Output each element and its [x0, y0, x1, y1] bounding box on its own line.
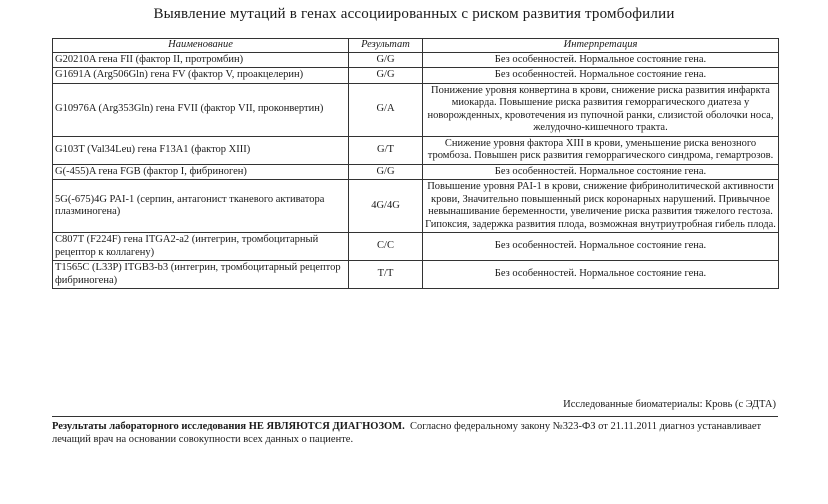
gene-result: G/G	[349, 52, 423, 68]
table-row	[53, 136, 779, 164]
table-row	[53, 261, 779, 289]
gene-result: G/T	[349, 136, 423, 164]
gene-name: 5G(-675)4G PAI-1 (серпин, антагонист тканевого активатора плазминогена)	[53, 180, 349, 233]
header-result: Результат	[349, 39, 423, 53]
gene-interpretation: Без особенностей. Нормальное состояние гена.	[423, 233, 779, 261]
gene-result: 4G/4G	[349, 180, 423, 233]
gene-result: C/C	[349, 233, 423, 261]
gene-result: T/T	[349, 261, 423, 289]
gene-name: T1565C (L33P) ITGB3-b3 (интегрин, тромбоцитарный рецептор фибриногена)	[53, 261, 349, 289]
table-row	[53, 83, 779, 136]
disclaimer-text: Согласно федеральному закону №323-ФЗ от 21.11.2011 диагноз устанавливает лечащий врач на основании совокупности всех данных о пациенте.	[52, 421, 762, 445]
table-row	[53, 180, 779, 233]
gene-interpretation: Снижение уровня фактора XIII в крови, уменьшение риска венозного тромбоза. Повышен риск развития геморрагического синдрома, гемартрозов.	[423, 136, 779, 164]
table-row	[53, 52, 779, 68]
table-row	[53, 68, 779, 84]
gene-name: C807T (F224F) гена ITGA2-a2 (интегрин, тромбоцитарный рецептор к коллагену)	[53, 233, 349, 261]
gene-interpretation: Без особенностей. Нормальное состояние гена.	[423, 164, 779, 180]
gene-interpretation: Без особенностей. Нормальное состояние гена.	[423, 68, 779, 84]
gene-result: G/A	[349, 83, 423, 136]
disclaimer-bold: Результаты лабораторного исследования НЕ ЯВЛЯЮТСЯ ДИАГНОЗОМ.	[52, 421, 405, 432]
page-title: Выявление мутаций в генах ассоциированных с риском развития тромбофилии	[153, 6, 675, 22]
gene-result: G/G	[349, 164, 423, 180]
gene-name: G1691A (Arg506Gln) гена FV (фактор V, проакцелерин)	[53, 68, 349, 84]
gene-interpretation: Повышение уровня PAI-1 в крови, снижение фибринолитической активности крови, Значительно повышенный риск коронарных нарушений. Привычное невынашивание беременности, увеличение риска развития тяжелого гестоза. Гипоксия, задержка развития плода, возможная внутриутробная гибель плода.	[423, 180, 779, 233]
header-interpretation: Интерпретация	[423, 39, 779, 53]
gene-interpretation: Без особенностей. Нормальное состояние гена.	[423, 261, 779, 289]
gene-interpretation: Без особенностей. Нормальное состояние гена.	[423, 52, 779, 68]
gene-name: G20210A гена FII (фактор II, протромбин)	[53, 52, 349, 68]
table-header-row	[53, 39, 779, 53]
divider	[52, 416, 778, 417]
header-name: Наименование	[53, 39, 349, 53]
gene-name: G103T (Val34Leu) гена F13A1 (фактор XIII)	[53, 136, 349, 164]
gene-result: G/G	[349, 68, 423, 84]
table-row	[53, 233, 779, 261]
disclaimer	[52, 420, 778, 446]
results-table	[52, 38, 779, 289]
gene-name: G(-455)A гена FGB (фактор I, фибриноген)	[53, 164, 349, 180]
biomaterial-note: Исследованные биоматериалы: Кровь (с ЭДТА)	[563, 399, 776, 410]
table-row	[53, 164, 779, 180]
gene-interpretation: Понижение уровня конвертина в крови, снижение риска развития инфаркта миокарда. Повышение риска развития геморрагического диатеза у новорожденных, кровотечения из пупочной ранки, слизистой оболочки носа, желудочно-кишечного тракта.	[423, 83, 779, 136]
gene-name: G10976A (Arg353Gln) гена FVII (фактор VII, проконвертин)	[53, 83, 349, 136]
